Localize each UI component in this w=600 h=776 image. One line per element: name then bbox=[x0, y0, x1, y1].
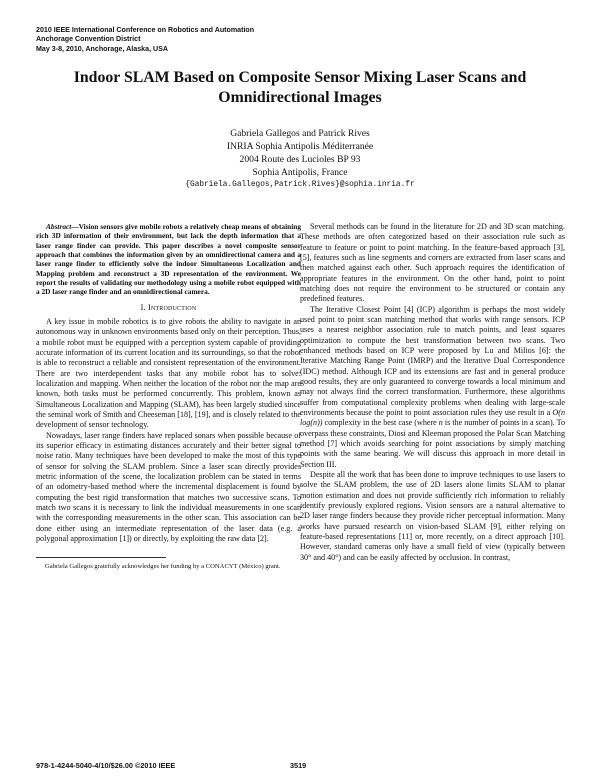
conference-header bbox=[36, 26, 456, 54]
title-line-1: Indoor SLAM Based on Composite Sensor Mixing Laser Scans and bbox=[73, 69, 527, 86]
paragraph-2-text-b: complexity in the best case (where bbox=[324, 418, 437, 428]
intro-paragraph-2: Nowadays, laser range finders have replaced sonars when possible because of its superior efficacy in estimating distances accurately and their better signal to noise ratio. Many techniques have been developed to make the most of this type of sensor for solving the SLAM problem. Since a laser scan directly provides metric information of the scene, the localization problem can be stated in terms of an odometry-based method where the incremental displacement is found by computing the best rigid transformation that matches two successive scans. To match two scans it is necessary to link the individual measurements in one scan with the corresponding measurements in the other scan. This association can be done either using an intermediate representation of the laser data (e.g. a polygonal approximation [1]) or directly, by exploiting the raw data [2]. bbox=[36, 430, 301, 543]
body-paragraph-3: Despite all the work that has been done to improve techniques to use lasers to solve the SLAM problem, the use of 2D lasers alone limits SLAM to planar motion estimation and does not provide sufficiently rich information to reliably identify previously explored regions. Vision sensors are a natural alternative to 2D laser range finders because they provide richer perceptual information. Many works have pursued research on vision-based SLAM [9], either relying on feature-based representations [11] or, more recently, on a direct approach [10]. However, standard cameras only have a small field of view (typically between 30° and 40°) and can be easily affected by occlusion. In contrast, bbox=[300, 469, 565, 562]
complexity-formula: O(n log(n)) bbox=[300, 407, 565, 428]
abstract-dash: — bbox=[71, 222, 79, 231]
section-numeral: I. bbox=[140, 302, 146, 312]
footer-isbn: 978-1-4244-5040-4/10/$26.00 ©2010 IEEE bbox=[36, 761, 176, 770]
conference-venue: Anchorage Convention District bbox=[36, 35, 141, 44]
author-names: Gabriela Gallegos and Patrick Rives bbox=[230, 128, 370, 139]
author-email: {Gabriela.Gallegos,Patrick.Rives}@sophia.inria.fr bbox=[185, 181, 415, 190]
abstract bbox=[36, 222, 301, 297]
author-affiliation: INRIA Sophia Antipolis Méditerranée bbox=[226, 141, 374, 153]
author-block bbox=[100, 127, 500, 192]
abstract-label: Abstract bbox=[46, 222, 72, 231]
footnote: Gabriela Gallegos gratefully acknowledges her funding by a CONACYT (México) grant. bbox=[45, 563, 281, 571]
conference-dates: May 3-8, 2010, Anchorage, Alaska, USA bbox=[36, 44, 168, 53]
left-column bbox=[36, 222, 301, 572]
title-line-2: Omnidirectional Images bbox=[218, 89, 382, 106]
right-column bbox=[300, 222, 565, 563]
page-number: 3519 bbox=[290, 761, 307, 770]
paper-title bbox=[36, 68, 564, 108]
paragraph-2-text-a: The Iterative Closest Point [4] (ICP) algorithm is perhaps the most widely used point to point scan matching method that works with range sensors. ICP uses a nearest neighbor association rule to match points, and least squares optimization to compute the best transformation between two scans. Two enhanced methods based on ICP were proposed by Lu and Milios [6]: the Iterative Matching Range Point (IMRP) and the Iterative Dual Correspondence (IDC) method. Although ICP and its extensions are fast and in general produce good results, they are only guaranteed to converge towards a local minimum and may not always find the correct transformation. Furthermore, these algorithms suffer from computational complexity problems when dealing with large-scale environments because the point to point association rules they use result in a bbox=[300, 304, 565, 417]
footnote-divider bbox=[36, 557, 166, 558]
body-paragraph-2 bbox=[300, 305, 565, 470]
paragraph-2-text-c: is the number of points in a scan). To overpass these constraints, Diosi and Kleeman proposed the Polar Scan Matching method [7] which avoids searching for point associations by simply matching points with the same bearing. We will discuss this approach in more detail in Section III. bbox=[300, 418, 565, 469]
conference-name: 2010 IEEE International Conference on Robotics and Automation bbox=[36, 26, 255, 34]
author-city: Sophia Antipolis, France bbox=[252, 167, 348, 179]
intro-paragraph-1: A key issue in mobile robotics is to give robots the ability to navigate in an autonomous way in unknown environments based only on their perception. Thus, a mobile robot must be equipped with a perception system capable of providing accurate information of its current location and its surroundings, so that the robot is able to reconstruct a reliable and consistent representation of the environment. There are two interdependent tasks that any mobile robot has to solve: localization and mapping. When neither the location of the robot nor the map are known, both tasks must be performed concurrently. This problem, known as Simultaneous Localization and Mapping (SLAM), has been largely studied since the seminal work of Smith and Cheeseman [18], [19], and is closely related to the development of sensor technology. bbox=[36, 317, 301, 430]
body-paragraph-1: Several methods can be found in the literature for 2D and 3D scan matching. These methods are often categorized based on their association rule such as feature to feature or point to point matching. In the feature-based approach [3], [5], features such as line segments and corners are extracted from laser scans and then matched against each other. Such approach requires the identification of appropriate features in the environment. On the other hand, point to point matching does not require the environment to be structured or contain any predefined features. bbox=[300, 222, 565, 304]
variable-n: n bbox=[438, 418, 443, 428]
author-street: 2004 Route des Lucioles BP 93 bbox=[239, 154, 361, 166]
section-title: Introduction bbox=[147, 302, 197, 312]
abstract-text: Vision sensors give mobile robots a relatively cheap means of obtaining rich 3D information of their environment, but lack the depth information that a laser range finder can provide. This paper describes a novel composite sensor approach that combines the information given by an omnidirectional camera and a laser range finder to efficiently solve the indoor Simultaneous Localization and Mapping problem and reconstruct a 3D representation of the environment. We report the results of validating our methodology using a mobile robot equipped with a 2D laser range finder and an omnidirectional camera. bbox=[36, 222, 301, 297]
section-heading bbox=[36, 303, 301, 313]
